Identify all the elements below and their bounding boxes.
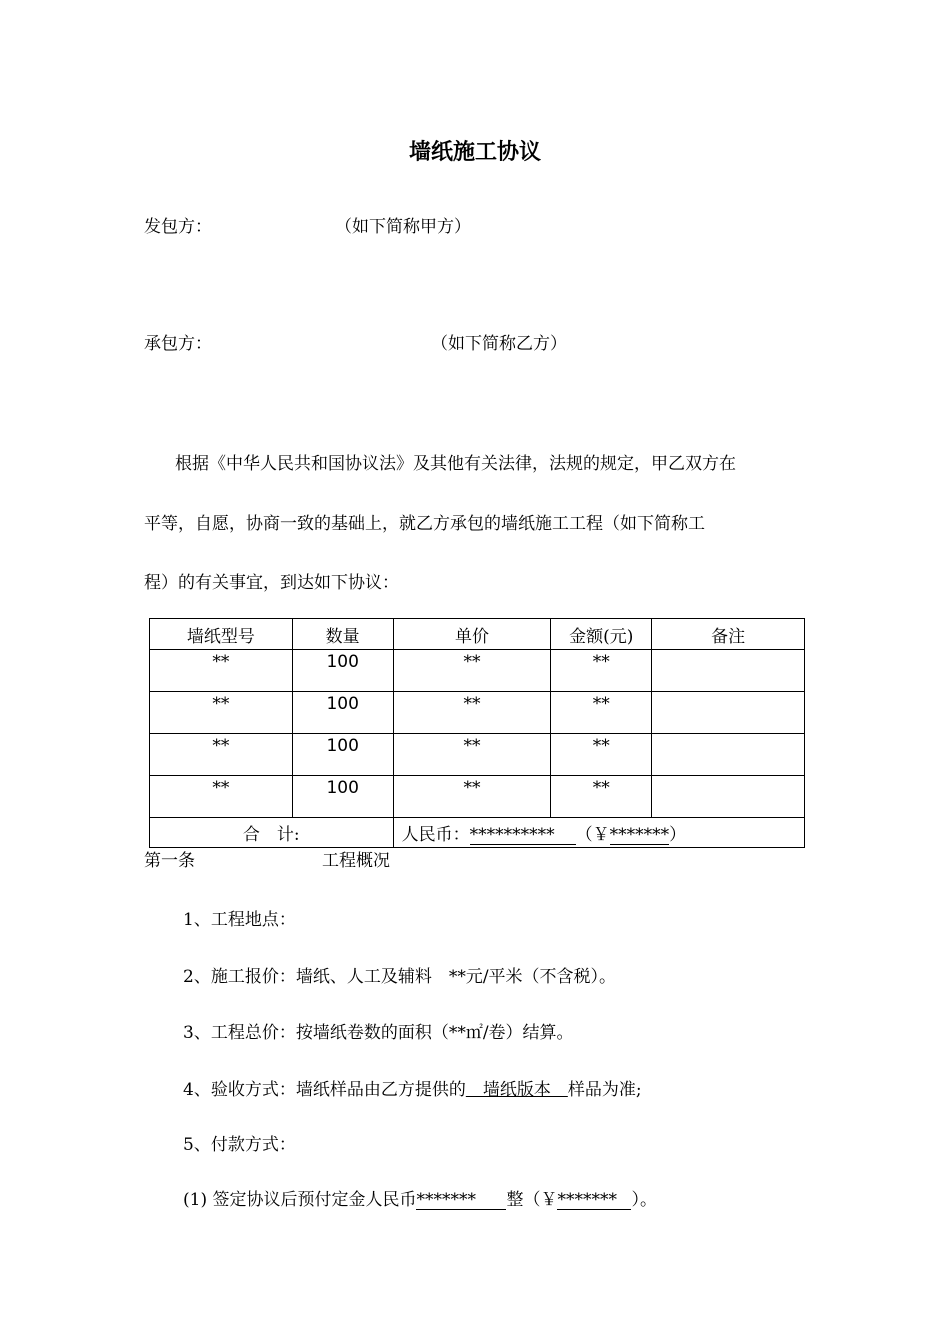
cell-unit-price: ** — [393, 650, 551, 692]
total-yen-amount: ******* — [609, 825, 670, 845]
item-4-acceptance — [183, 1075, 642, 1100]
wallpaper-table — [149, 618, 805, 848]
cell-quantity: 100 — [292, 692, 393, 734]
item-2-quote: 2、施工报价：墙纸、人工及辅料 **元/平米（不含税）。 — [183, 967, 617, 987]
cell-remark — [652, 734, 805, 776]
header-quantity: 数量 — [292, 619, 393, 650]
header-amount: 金额(元) — [551, 619, 652, 650]
item-1-location: 1、工程地点： — [183, 910, 296, 930]
table-row — [150, 734, 805, 776]
payment-1-rmb-amount: ******* — [416, 1191, 506, 1210]
total-rmb-amount: ********** — [470, 826, 576, 845]
intro-line-1: 根据《中华人民共和国协议法》及其他有关法律，法规的规定，甲乙双方在 — [175, 454, 736, 474]
cell-remark — [652, 776, 805, 818]
payment-clause-1 — [183, 1185, 657, 1210]
cell-model: ** — [150, 692, 293, 734]
party-a-label: 发包方： — [144, 217, 212, 237]
table-row — [150, 692, 805, 734]
cell-unit-price: ** — [393, 692, 551, 734]
cell-model: ** — [150, 650, 293, 692]
item-3-total: 3、工程总价：按墙纸卷数的面积（**㎡/卷）结算。 — [183, 1023, 574, 1043]
intro-line-2: 平等，自愿，协商一致的基础上，就乙方承包的墙纸施工工程（如下简称工 — [144, 514, 705, 534]
cell-remark — [652, 692, 805, 734]
payment-1-suffix: ）。 — [631, 1190, 657, 1210]
table-row — [150, 650, 805, 692]
intro-line-3: 程）的有关事宜，到达如下协议： — [144, 573, 399, 593]
cell-unit-price: ** — [393, 734, 551, 776]
item-5-payment: 5、付款方式： — [183, 1135, 296, 1155]
document-title: 墙纸施工协议 — [408, 139, 541, 165]
item-4-sample-version: 墙纸版本 — [465, 1080, 568, 1100]
cell-quantity: 100 — [292, 650, 393, 692]
total-value — [393, 818, 804, 848]
table-header-row — [150, 619, 805, 650]
cell-quantity: 100 — [292, 734, 393, 776]
cell-amount: ** — [551, 776, 652, 818]
cell-unit-price: ** — [393, 776, 551, 818]
cell-amount: ** — [551, 650, 652, 692]
article-1-label: 第一条 — [144, 851, 195, 871]
party-b-label: 承包方： — [144, 334, 212, 354]
payment-1-mid: 整（￥ — [506, 1190, 558, 1210]
total-prefix: 人民币： — [401, 825, 470, 845]
header-unit-price: 单价 — [393, 619, 551, 650]
cell-amount: ** — [551, 692, 652, 734]
total-paren-close: ） — [669, 825, 687, 845]
party-b-note: （如下简称乙方） — [431, 334, 567, 354]
payment-1-yen-amount: ******* — [557, 1191, 631, 1210]
cell-model: ** — [150, 776, 293, 818]
table-row — [150, 776, 805, 818]
total-paren-open: （￥ — [575, 825, 610, 845]
cell-amount: ** — [551, 734, 652, 776]
cell-remark — [652, 650, 805, 692]
cell-model: ** — [150, 734, 293, 776]
header-model: 墙纸型号 — [150, 619, 293, 650]
total-label: 合 计: — [150, 818, 394, 848]
header-remark: 备注 — [652, 619, 805, 650]
item-4-prefix: 4、验收方式：墙纸样品由乙方提供的 — [183, 1080, 466, 1100]
article-1-title: 工程概况 — [322, 851, 390, 871]
item-4-suffix: 样品为准; — [567, 1080, 642, 1100]
party-a-note: （如下简称甲方） — [335, 217, 471, 237]
table-total-row — [150, 818, 805, 848]
cell-quantity: 100 — [292, 776, 393, 818]
payment-1-prefix: (1) 签定协议后预付定金人民币 — [183, 1190, 417, 1210]
